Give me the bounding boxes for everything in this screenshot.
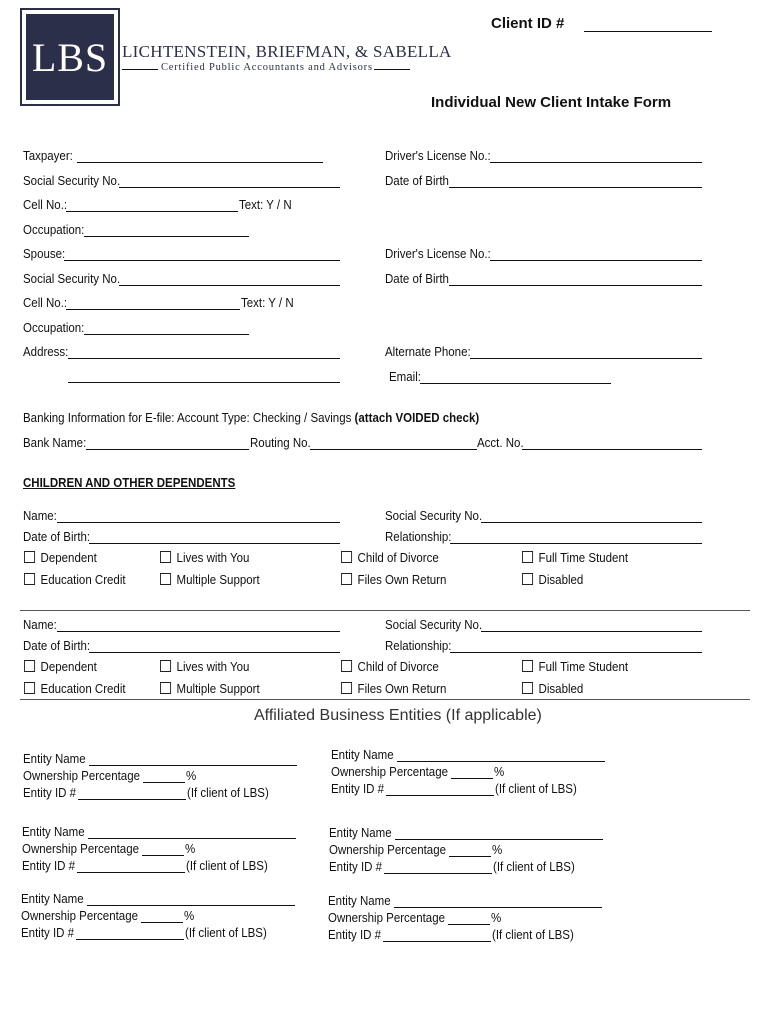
affiliated-section-title: Affiliated Business Entities (If applicable) bbox=[254, 707, 542, 724]
spouse-label: Spouse: bbox=[23, 247, 66, 261]
checkbox-icon bbox=[341, 682, 352, 694]
spouse-occupation-label: Occupation: bbox=[23, 321, 85, 335]
checkbox-icon bbox=[341, 551, 352, 563]
taxpayer-occupation-label: Occupation: bbox=[23, 223, 85, 237]
spouse-ssn-field[interactable] bbox=[119, 285, 340, 286]
entity3-ownership-label: Ownership Percentage bbox=[22, 842, 139, 856]
dep2-education-checkbox[interactable] bbox=[24, 682, 126, 696]
divider bbox=[20, 699, 750, 700]
banking-info bbox=[23, 411, 479, 425]
dep1-lives-label: Lives with You bbox=[176, 551, 250, 565]
taxpayer-dl-field[interactable] bbox=[490, 162, 702, 163]
email-field[interactable] bbox=[420, 383, 611, 384]
dep1-lives-checkbox[interactable] bbox=[160, 551, 249, 565]
entity6-pct: % bbox=[491, 911, 502, 925]
spouse-field[interactable] bbox=[64, 260, 340, 261]
dep2-dependent-checkbox[interactable] bbox=[24, 660, 97, 674]
dep2-dob-label: Date of Birth: bbox=[23, 639, 91, 653]
address-label: Address: bbox=[23, 345, 69, 359]
entity4-ownership-label: Ownership Percentage bbox=[329, 843, 446, 857]
taxpayer-ssn-label: Social Security No. bbox=[23, 174, 121, 188]
entity1-id-label: Entity ID # bbox=[23, 786, 77, 800]
bank-name-label: Bank Name: bbox=[23, 436, 87, 450]
checkbox-icon bbox=[341, 660, 352, 672]
dep2-dependent-label: Dependent bbox=[40, 660, 97, 674]
taxpayer-dob-field[interactable] bbox=[449, 187, 702, 188]
spouse-dl-label: Driver's License No.: bbox=[385, 247, 491, 261]
entity5-id-label: Entity ID # bbox=[21, 926, 75, 940]
entity5-id-field[interactable] bbox=[76, 939, 184, 940]
checkbox-icon bbox=[24, 660, 35, 672]
banking-info-text: Banking Information for E-file: Account Type: Checking / Savings bbox=[23, 411, 355, 425]
entity4-pct: % bbox=[492, 843, 503, 857]
dep1-ssn-label: Social Security No. bbox=[385, 509, 483, 523]
dep2-student-label: Full Time Student bbox=[538, 660, 629, 674]
entity1-name-field[interactable] bbox=[89, 765, 297, 766]
logo-text: LBS bbox=[26, 14, 114, 100]
dep2-divorce-label: Child of Divorce bbox=[357, 660, 439, 674]
spouse-text-option[interactable]: Text: Y / N bbox=[241, 296, 294, 310]
entity2-ownership-label: Ownership Percentage bbox=[331, 765, 448, 779]
entity5-name-field[interactable] bbox=[87, 905, 295, 906]
dep2-student-checkbox[interactable] bbox=[522, 660, 628, 674]
taxpayer-dl-label: Driver's License No.: bbox=[385, 149, 491, 163]
taxpayer-occupation-field[interactable] bbox=[84, 236, 249, 237]
dep1-name-field[interactable] bbox=[57, 522, 340, 523]
dep2-name-label: Name: bbox=[23, 618, 57, 632]
client-id-label: Client ID # bbox=[491, 15, 565, 32]
spouse-cell-label: Cell No.: bbox=[23, 296, 68, 310]
taxpayer-cell-field[interactable] bbox=[66, 211, 238, 212]
form-title: Individual New Client Intake Form bbox=[431, 94, 672, 111]
entity3-id-field[interactable] bbox=[77, 872, 185, 873]
dep2-multiple-label: Multiple Support bbox=[176, 682, 260, 696]
entity1-id-field[interactable] bbox=[78, 799, 186, 800]
entity6-name-field[interactable] bbox=[394, 907, 602, 908]
dep1-relationship-label: Relationship: bbox=[385, 530, 452, 544]
address-field-2[interactable] bbox=[68, 382, 340, 383]
dep1-files-label: Files Own Return bbox=[357, 573, 447, 587]
email-label: Email: bbox=[389, 370, 421, 384]
dep2-multiple-checkbox[interactable] bbox=[160, 682, 260, 696]
entity6-ownership-label: Ownership Percentage bbox=[328, 911, 445, 925]
entity5-client-note: (If client of LBS) bbox=[185, 926, 267, 940]
dependents-section-title: CHILDREN AND OTHER DEPENDENTS bbox=[23, 476, 236, 490]
dep1-student-label: Full Time Student bbox=[538, 551, 629, 565]
firm-name: LICHTENSTEIN, BRIEFMAN, & SABELLA bbox=[122, 42, 452, 61]
dep2-lives-checkbox[interactable] bbox=[160, 660, 249, 674]
entity2-id-label: Entity ID # bbox=[331, 782, 385, 796]
spouse-occupation-field[interactable] bbox=[84, 334, 249, 335]
taxpayer-ssn-field[interactable] bbox=[119, 187, 340, 188]
entity1-ownership-field[interactable] bbox=[143, 782, 185, 783]
divider bbox=[374, 69, 410, 70]
dep2-divorce-checkbox[interactable] bbox=[341, 660, 439, 674]
spouse-ssn-label: Social Security No. bbox=[23, 272, 121, 286]
routing-label: Routing No. bbox=[250, 436, 311, 450]
entity5-ownership-label: Ownership Percentage bbox=[21, 909, 138, 923]
entity1-name-label: Entity Name bbox=[23, 752, 86, 766]
checkbox-icon bbox=[522, 682, 533, 694]
entity3-ownership-field[interactable] bbox=[142, 855, 184, 856]
routing-field[interactable] bbox=[310, 449, 477, 450]
checkbox-icon bbox=[160, 682, 171, 694]
dep2-relationship-label: Relationship: bbox=[385, 639, 452, 653]
entity4-id-field[interactable] bbox=[384, 873, 492, 874]
checkbox-icon bbox=[160, 551, 171, 563]
checkbox-icon bbox=[341, 573, 352, 585]
entity5-pct: % bbox=[184, 909, 195, 923]
entity4-id-label: Entity ID # bbox=[329, 860, 383, 874]
entity3-name-label: Entity Name bbox=[22, 825, 85, 839]
entity3-id-label: Entity ID # bbox=[22, 859, 76, 873]
dep2-name-field[interactable] bbox=[57, 631, 340, 632]
dep1-student-checkbox[interactable] bbox=[522, 551, 628, 565]
checkbox-icon bbox=[24, 573, 35, 585]
dep2-files-label: Files Own Return bbox=[357, 682, 447, 696]
spouse-dob-label: Date of Birth bbox=[385, 272, 449, 286]
taxpayer-field[interactable] bbox=[77, 162, 323, 163]
address-field-1[interactable] bbox=[68, 358, 340, 359]
alt-phone-field[interactable] bbox=[470, 358, 702, 359]
taxpayer-dob-label: Date of Birth bbox=[385, 174, 449, 188]
entity2-name-field[interactable] bbox=[397, 761, 605, 762]
entity5-ownership-field[interactable] bbox=[141, 922, 183, 923]
alt-phone-label: Alternate Phone: bbox=[385, 345, 471, 359]
dep1-multiple-label: Multiple Support bbox=[176, 573, 260, 587]
entity6-id-field[interactable] bbox=[383, 941, 491, 942]
dep1-disabled-checkbox[interactable] bbox=[522, 573, 583, 587]
dep1-disabled-label: Disabled bbox=[538, 573, 584, 587]
divider bbox=[20, 610, 750, 611]
dep1-dependent-label: Dependent bbox=[40, 551, 97, 565]
entity3-client-note: (If client of LBS) bbox=[186, 859, 268, 873]
divider bbox=[122, 69, 158, 70]
entity3-name-field[interactable] bbox=[88, 838, 296, 839]
dep1-files-checkbox[interactable] bbox=[341, 573, 446, 587]
entity2-ownership-field[interactable] bbox=[451, 778, 493, 779]
dep1-multiple-checkbox[interactable] bbox=[160, 573, 260, 587]
entity1-client-note: (If client of LBS) bbox=[187, 786, 269, 800]
entity5-name-label: Entity Name bbox=[21, 892, 84, 906]
dep2-education-label: Education Credit bbox=[40, 682, 126, 696]
entity2-name-label: Entity Name bbox=[331, 748, 394, 762]
entity2-pct: % bbox=[494, 765, 505, 779]
dep1-dob-label: Date of Birth: bbox=[23, 530, 91, 544]
dep1-divorce-label: Child of Divorce bbox=[357, 551, 439, 565]
dep1-relationship-field[interactable] bbox=[450, 543, 702, 544]
checkbox-icon bbox=[522, 551, 533, 563]
dep2-disabled-label: Disabled bbox=[538, 682, 584, 696]
spouse-cell-field[interactable] bbox=[66, 309, 240, 310]
acct-label: Acct. No. bbox=[477, 436, 524, 450]
checkbox-icon bbox=[522, 660, 533, 672]
dep2-relationship-field[interactable] bbox=[450, 652, 702, 653]
entity4-name-field[interactable] bbox=[395, 839, 603, 840]
dep1-ssn-field[interactable] bbox=[481, 522, 702, 523]
dep1-education-label: Education Credit bbox=[40, 573, 126, 587]
firm-logo bbox=[20, 8, 120, 106]
checkbox-icon bbox=[24, 551, 35, 563]
checkbox-icon bbox=[160, 573, 171, 585]
taxpayer-text-option[interactable]: Text: Y / N bbox=[239, 198, 292, 212]
entity6-ownership-field[interactable] bbox=[448, 924, 490, 925]
dep2-dob-field[interactable] bbox=[89, 652, 340, 653]
dep1-divorce-checkbox[interactable] bbox=[341, 551, 439, 565]
entity4-name-label: Entity Name bbox=[329, 826, 392, 840]
checkbox-icon bbox=[24, 682, 35, 694]
entity1-ownership-label: Ownership Percentage bbox=[23, 769, 140, 783]
entity6-client-note: (If client of LBS) bbox=[492, 928, 574, 942]
dep1-education-checkbox[interactable] bbox=[24, 573, 126, 587]
dep2-ssn-label: Social Security No. bbox=[385, 618, 483, 632]
bank-name-field[interactable] bbox=[86, 449, 249, 450]
entity4-client-note: (If client of LBS) bbox=[493, 860, 575, 874]
client-id-field[interactable] bbox=[584, 31, 712, 32]
entity2-id-field[interactable] bbox=[386, 795, 494, 796]
dep1-dependent-checkbox[interactable] bbox=[24, 551, 97, 565]
dep2-files-checkbox[interactable] bbox=[341, 682, 446, 696]
spouse-dl-field[interactable] bbox=[490, 260, 702, 261]
dep1-dob-field[interactable] bbox=[89, 543, 340, 544]
entity4-ownership-field[interactable] bbox=[449, 856, 491, 857]
acct-field[interactable] bbox=[522, 449, 702, 450]
firm-subtitle: Certified Public Accountants and Advisors bbox=[161, 62, 373, 73]
spouse-dob-field[interactable] bbox=[449, 285, 702, 286]
dep2-disabled-checkbox[interactable] bbox=[522, 682, 583, 696]
dep2-ssn-field[interactable] bbox=[481, 631, 702, 632]
entity2-client-note: (If client of LBS) bbox=[495, 782, 577, 796]
entity6-id-label: Entity ID # bbox=[328, 928, 382, 942]
taxpayer-label: Taxpayer: bbox=[23, 149, 73, 163]
banking-voided-note: (attach VOIDED check) bbox=[354, 411, 480, 425]
entity6-name-label: Entity Name bbox=[328, 894, 391, 908]
checkbox-icon bbox=[522, 573, 533, 585]
entity1-pct: % bbox=[186, 769, 197, 783]
taxpayer-cell-label: Cell No.: bbox=[23, 198, 68, 212]
dep2-lives-label: Lives with You bbox=[176, 660, 250, 674]
entity3-pct: % bbox=[185, 842, 196, 856]
checkbox-icon bbox=[160, 660, 171, 672]
dep1-name-label: Name: bbox=[23, 509, 57, 523]
